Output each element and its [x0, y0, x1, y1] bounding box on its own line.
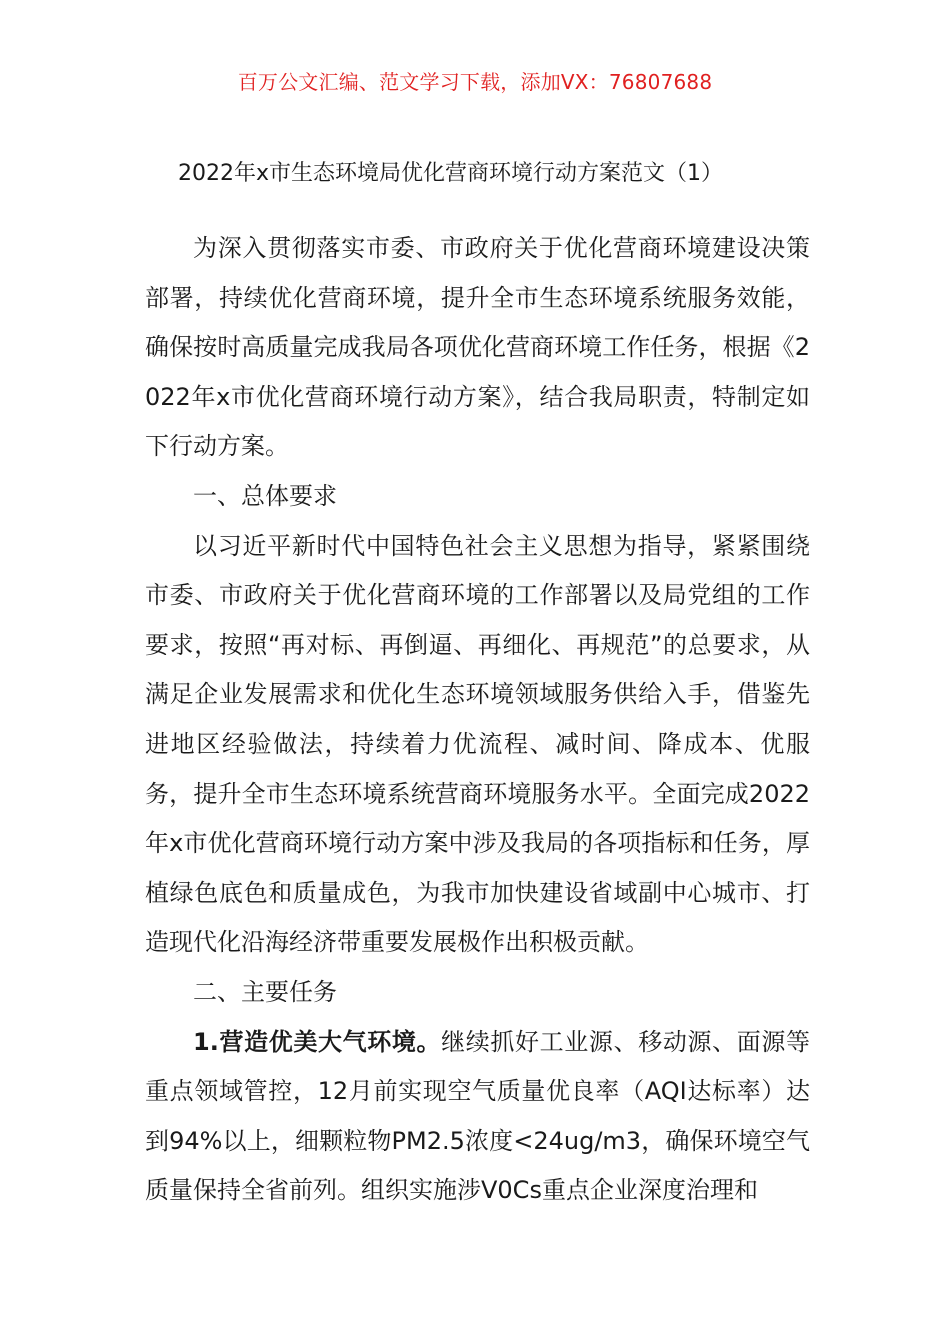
task1-text: 继续抓好工业源、移动源、面源等重点领域管控，12月前实现空气质量优良率（AQI达标率）达到94%以上，细颗粒物PM2.5浓度<24ug/m3，确保环境空气质量保持全省前列。组织实施涉V0Cs重点企业深度治理和 [145, 1027, 810, 1205]
overall-requirements-paragraph: 以习近平新时代中国特色社会主义思想为指导，紧紧围绕市委、市政府关于优化营商环境的工作部署以及局党组的工作要求，按照“再对标、再倒逼、再细化、再规范”的总要求，从满足企业发展需求和优化生态环境领域服务供给入手，借鉴先进地区经验做法，持续着力优流程、减时间、降成本、优服务，提升全市生态环境系统营商环境服务水平。全面完成2022年x市优化营商环境行动方案中涉及我局的各项指标和任务，厚植绿色底色和质量成色，为我市加快建设省域副中心城市、打造现代化沿海经济带重要发展极作出积极贡献。 [145, 531, 810, 957]
section-heading-overall: 一、总体要求 [193, 481, 337, 510]
intro-paragraph: 为深入贯彻落实市委、市政府关于优化营商环境建设决策部署，持续优化营商环境，提升全市生态环境系统服务效能，确保按时高质量完成我局各项优化营商环境工作任务，根据《2022年x市优化营商环境行动方案》，结合我局职责，特制定如下行动方案。 [145, 234, 810, 461]
header-watermark-note: 百万公文汇编、范文学习下载，添加VX：76807688 [237, 70, 713, 94]
task1-paragraph [145, 1018, 810, 1216]
section-heading-tasks: 二、主要任务 [193, 977, 337, 1006]
document-title: 2022年x市生态环境局优化营商环境行动方案范文（1） [178, 161, 724, 186]
task1-heading: 1.营造优美大气环境。 [193, 1027, 442, 1056]
document-body [145, 224, 810, 1216]
